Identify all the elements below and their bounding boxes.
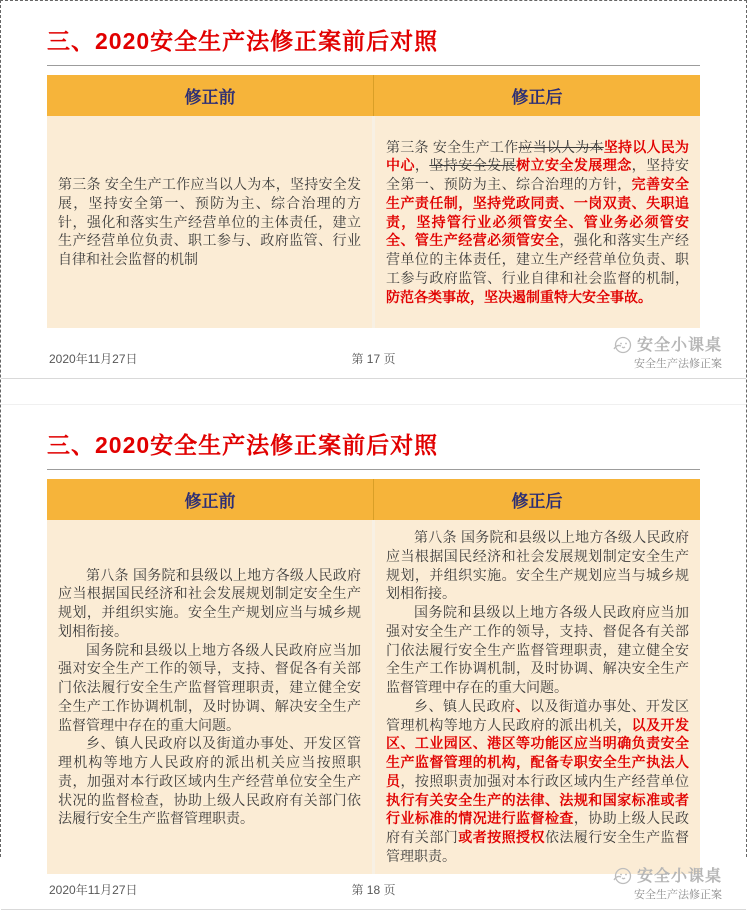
- law-text: 第三条 安全生产工作: [386, 138, 519, 155]
- title-divider: [47, 469, 700, 470]
- law-text: 第三条 安全生产工作应当以人为本，坚持安全发展，坚持安全第一、预防为主、综合治理的方针，强化和落实生产经营单位的主体责任，建立生产经营单位负责、职工参与、政府监管、行业自律和社会监督的机制: [58, 176, 361, 268]
- title-divider: [47, 65, 700, 66]
- law-text: 第八条 国务院和县级以上地方各级人民政府应当根据国民经济和社会发展规划制定安全生产规划，并组织实施。安全生产规划应当与城乡规划相衔接。: [58, 566, 361, 639]
- footer-date: 2020年11月27日: [49, 352, 138, 366]
- column-header-after: 修正后: [374, 75, 701, 116]
- added-text: 或者按照授权: [458, 829, 545, 845]
- table-header-row: [47, 75, 700, 116]
- footer-page-number: 第 18 页: [351, 882, 396, 897]
- watermark-name: 安全小课桌: [636, 337, 722, 355]
- added-text: 防范各类事故，坚决遏制重特大安全事故。: [386, 288, 652, 305]
- law-text: 依法履行安全生产监督管理职责。: [386, 829, 690, 864]
- slide: [1, 1, 746, 379]
- table-body-row: [47, 520, 700, 874]
- added-text: 以及开发区、工业园区、港区等功能区应当明确负责安全生产监督管理的机构，配备专职安全生产执法人员: [386, 716, 690, 789]
- column-header-before: 修正前: [47, 479, 374, 520]
- law-paragraph: [58, 641, 361, 735]
- added-text: 树立安全发展理念: [516, 157, 632, 174]
- law-paragraph: [386, 697, 689, 866]
- comparison-table: [47, 75, 700, 328]
- after-cell: [374, 520, 701, 874]
- before-cell: [47, 520, 374, 874]
- law-text: 第八条 国务院和县级以上地方各级人民政府应当根据国民经济和社会发展规划制定安全生产规划，并组织实施。安全生产规划应当与城乡规划相衔接。: [386, 529, 689, 602]
- watermark-subtitle: 安全生产法修正案: [634, 358, 722, 371]
- law-text: ，按照职责加强对本行政区域内生产经营单位: [400, 772, 690, 789]
- table-header-row: [47, 479, 700, 520]
- law-text: 国务院和县级以上地方各级人民政府应当加强对安全生产工作的领导，支持、督促各有关部门依法履行安全生产监督管理职责，建立健全安全生产工作协调机制，及时协调、解决安全生产监督管理中存在的重大问题。: [386, 604, 689, 695]
- slides-container: [1, 1, 746, 910]
- comparison-table: [47, 479, 700, 874]
- deleted-text: 应当以人为本: [518, 138, 604, 155]
- added-text: 完善安全生产责任制，坚持党政同责、一岗双责、失职追责，坚持管行业必须管安全、管业务必须管安全、管生产经营必须管安全: [386, 176, 690, 249]
- law-text: 以及街道办事处、开发区管理机构等地方人民政府的派出机关，: [386, 697, 689, 733]
- footer-page-number: 第 17 页: [351, 352, 396, 366]
- law-text: ，协助上级人民政府有关部门: [386, 810, 690, 845]
- after-cell: [374, 116, 701, 328]
- slide-footer: [47, 881, 700, 909]
- slide-title: 三、2020安全生产法修正案前后对照: [47, 432, 439, 458]
- slide-title: 三、2020安全生产法修正案前后对照: [47, 28, 439, 54]
- watermark-subtitle: 安全生产法修正案: [634, 888, 722, 901]
- law-paragraph: [58, 566, 361, 641]
- law-paragraph: [386, 138, 689, 307]
- added-text: 、: [515, 697, 530, 714]
- law-text: ，强化和落实生产经营单位的主体责任，建立生产经营单位负责、职工参与政府监管、行业自律和社会监督的机制，: [386, 232, 690, 286]
- watermark-name: 安全小课桌: [636, 867, 722, 885]
- deleted-text: 坚持安全发展: [429, 157, 517, 174]
- law-paragraph: [386, 603, 689, 697]
- table-body-row: [47, 116, 700, 328]
- slide: [1, 404, 746, 910]
- law-text: 乡、镇人民政府以及街道办事处、开发区管理机构等地方人民政府的派出机关应当按照职责，加强对本行政区域内生产经营单位安全生产状况的监督检查，协助上级人民政府有关部门依法履行安全生产监督管理职责。: [58, 735, 361, 827]
- law-paragraph: [58, 175, 361, 269]
- before-cell: [47, 116, 374, 328]
- law-text: 国务院和县级以上地方各级人民政府应当加强对安全生产工作的领导，支持、督促各有关部门依法履行安全生产监督管理职责，建立健全安全生产工作协调机制，及时协调、解决安全生产监督管理中存在的重大问题。: [58, 641, 361, 733]
- footer-date: 2020年11月27日: [49, 882, 138, 897]
- added-text: 执行有关安全生产的法律、法规和国家标准或者行业标准的情况进行监督检查: [386, 791, 689, 827]
- law-text: ，坚持安全第一、预防为主、综合治理的方针，: [386, 157, 690, 193]
- slide-footer: [47, 350, 700, 378]
- law-text: 乡、镇人民政府: [414, 697, 516, 714]
- column-header-after: 修正后: [374, 479, 701, 520]
- law-paragraph: [386, 528, 689, 603]
- added-text: 坚持以人民为中心: [386, 138, 690, 174]
- column-header-before: 修正前: [47, 75, 374, 116]
- law-text: ，: [414, 157, 430, 174]
- law-paragraph: [58, 734, 361, 828]
